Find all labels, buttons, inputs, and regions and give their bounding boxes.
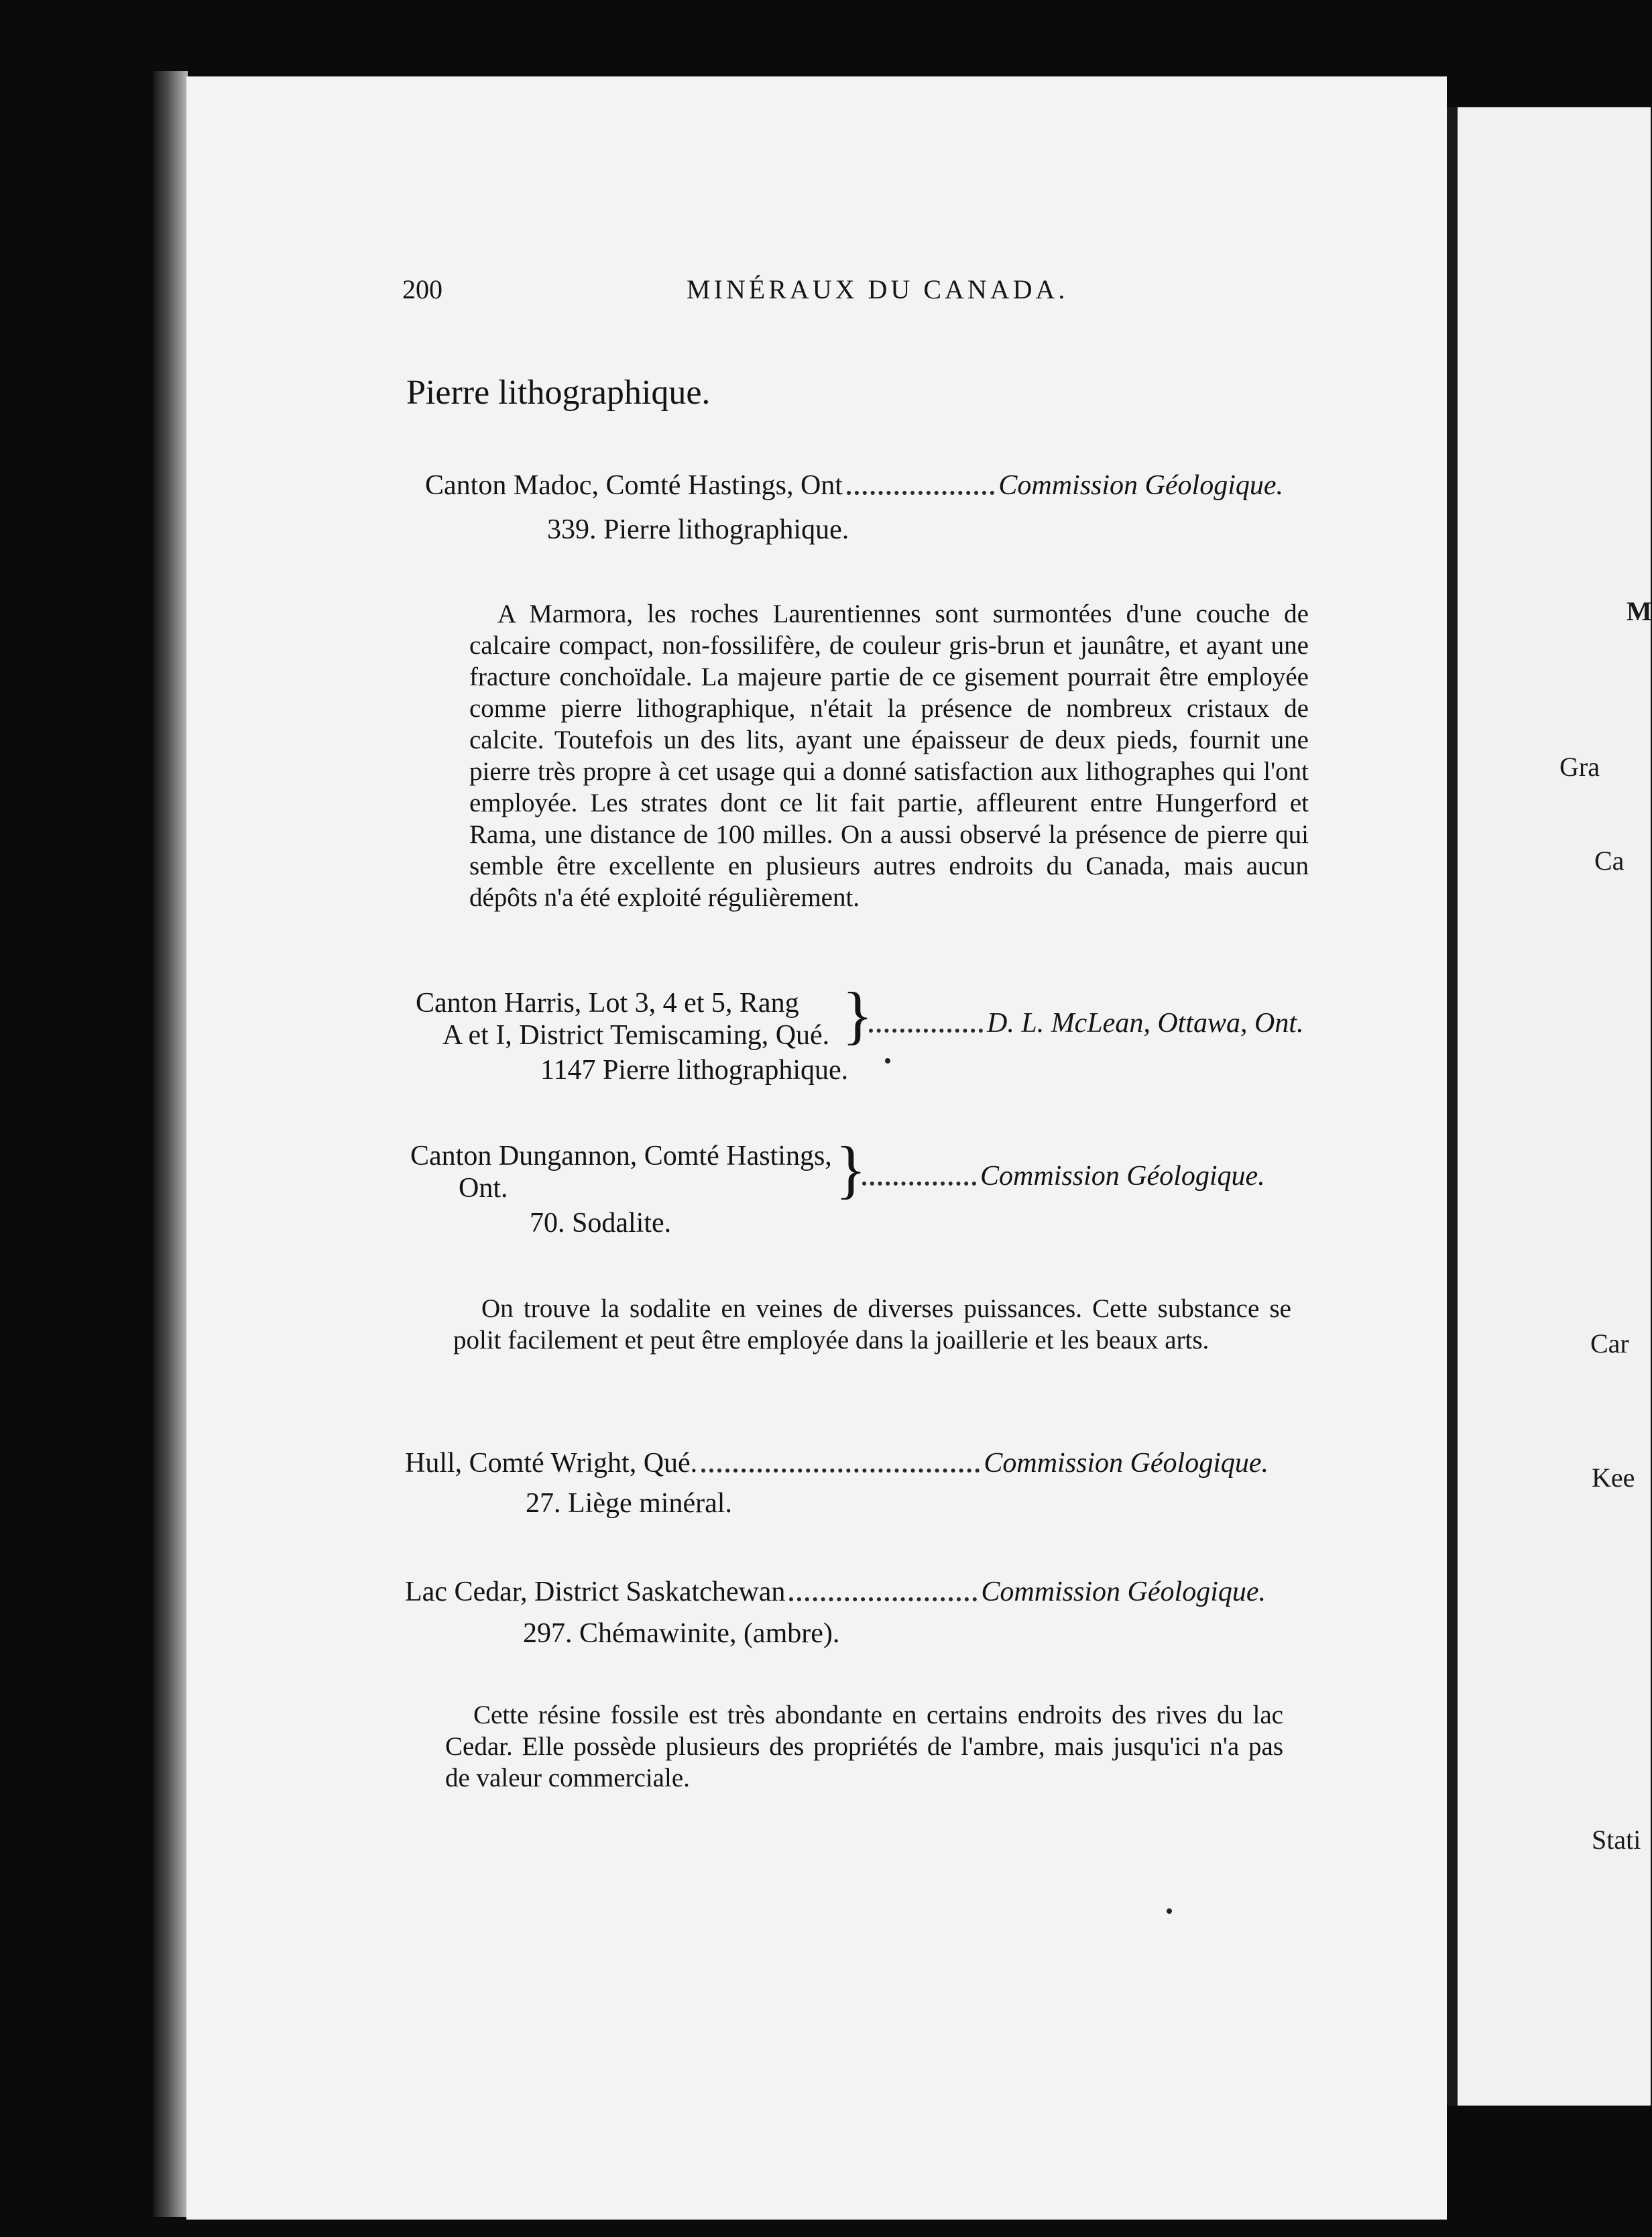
- brace: }: [842, 979, 874, 1051]
- entry-location-line: Canton Harris, Lot 3, 4 et 5, Rang: [416, 988, 799, 1019]
- entry-location-line: Canton Dungannon, Comté Hastings,: [410, 1141, 832, 1171]
- entry-dungannon-source: [860, 1160, 1265, 1192]
- entry-specimen: 27. Liège minéral.: [526, 1488, 732, 1519]
- entry-specimen: 70. Sodalite.: [530, 1208, 672, 1239]
- adjacent-fragment: Stati: [1592, 1825, 1641, 1855]
- entry-specimen: 1147 Pierre lithographique.: [540, 1055, 849, 1086]
- book-spine: [153, 71, 188, 2217]
- entry-source: Commission Géologique.: [984, 1448, 1268, 1479]
- entry-madoc: [425, 469, 1283, 502]
- entry-source: Commission Géologique.: [998, 470, 1283, 501]
- entry-specimen: 297. Chémawinite, (ambre).: [523, 1618, 840, 1649]
- entry-specimen: 339. Pierre lithographique.: [547, 514, 849, 545]
- running-title: MINÉRAUX DU CANADA.: [687, 274, 1069, 304]
- entry-location-line: Ont.: [459, 1173, 508, 1204]
- dot-leader: [869, 1029, 983, 1033]
- entry-source: D. L. McLean, Ottawa, Ont.: [987, 1008, 1304, 1039]
- adjacent-fragment: M: [1627, 596, 1652, 626]
- dot-leader: [862, 1182, 976, 1186]
- paragraph-marmora: A Marmora, les roches Laurentiennes sont surmontées d'une couche de calcaire compact, non-fossilifère, de couleur gris-brun et jaunâtre, et ayant une fracture conchoïdale. La majeure partie de ce gisement pourrait être employée comme pierre lithographique, n'était la présence de nombreux cristaux de calcite. Toutefois un des lits, ayant une épaisseur de deux pieds, fournit une pierre très propre à cet usage qui a donné satisfaction aux lithographes qui l'ont employée. Les strates dont ce lit fait partie, affleurent entre Hungerford et Rama, une distance de 100 milles. On a aussi observé la présence de pierre qui semble être excellente en plusieurs autres endroits du Canada, mais aucun dépôts n'a été exploité régulièrement.: [469, 599, 1309, 912]
- entry-location-line: A et I, District Temiscaming, Qué.: [442, 1020, 830, 1051]
- brace: }: [835, 1133, 867, 1205]
- entry-location: Hull, Comté Wright, Qué.: [405, 1448, 698, 1479]
- entry-location: Canton Madoc, Comté Hastings, Ont: [425, 470, 843, 501]
- adjacent-page: [1443, 107, 1651, 2106]
- paragraph-sodalite: On trouve la sodalite en veines de diverses puissances. Cette substance se polit facilement et peut être employée dans la joaillerie et les beaux arts.: [453, 1294, 1291, 1355]
- dot-leader: [701, 1469, 980, 1473]
- dot-leader: [789, 1597, 977, 1601]
- entry-harris-source: [866, 1007, 1304, 1039]
- speck: [885, 1058, 890, 1064]
- speck: [1167, 1908, 1172, 1914]
- entry-hull: [405, 1447, 1268, 1479]
- entry-lac-cedar: [405, 1576, 1266, 1608]
- entry-dungannon-location: [410, 1140, 832, 1204]
- section-title: Pierre lithographique.: [406, 374, 711, 412]
- entry-source: Commission Géologique.: [981, 1576, 1266, 1607]
- page-header: [402, 274, 1274, 314]
- adjacent-fragment: Gra: [1559, 752, 1600, 782]
- entry-harris-location: [416, 987, 829, 1051]
- entry-source: Commission Géologique.: [980, 1161, 1265, 1192]
- entry-location: Lac Cedar, District Saskatchewan: [405, 1576, 786, 1607]
- adjacent-fragment: Car: [1590, 1328, 1629, 1359]
- dot-leader: [847, 491, 994, 495]
- paragraph-chemawinite: Cette résine fossile est très abondante en certains endroits des rives du lac Cedar. Elle possède plusieurs des propriétés de l'ambre, mais jusqu'ici n'a pas de valeur commerciale.: [445, 1701, 1283, 1792]
- adjacent-fragment: Kee: [1592, 1462, 1635, 1493]
- page-number: 200: [402, 274, 442, 304]
- adjacent-fragment: Ca: [1594, 846, 1625, 876]
